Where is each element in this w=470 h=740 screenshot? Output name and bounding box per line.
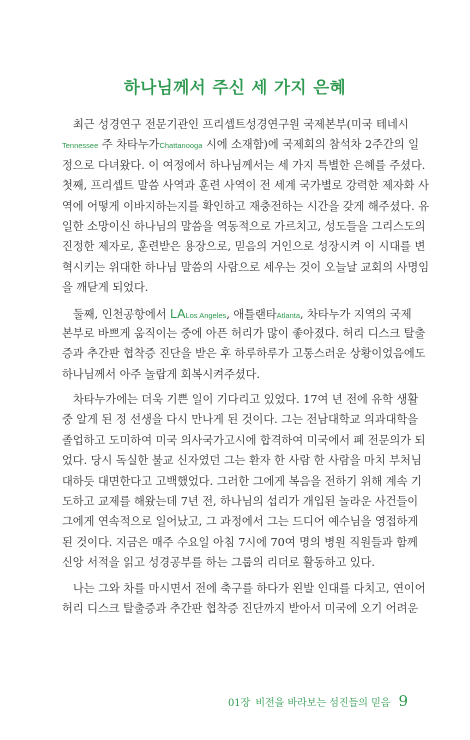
page-number: 9 — [398, 692, 408, 710]
paragraph — [62, 304, 426, 386]
paragraph — [62, 115, 430, 299]
text-line — [62, 512, 419, 532]
footer-chapter-title: 비전을 바라보는 섬진들의 믿음 — [255, 698, 391, 709]
paragraph — [62, 579, 426, 620]
text-run: 나는 그와 차를 마시면서 전에 축구를 하다가 왼발 인대를 다치고, 연이어 — [73, 581, 426, 595]
text-run: 정으로 다녀왔다. 이 여정에서 하나님께서는 세 가지 특별한 은혜를 주셨다. — [62, 158, 426, 172]
text-run: 차타누가에는 더욱 기쁜 일이 기다리고 있었다. 17여 년 전에 유학 생활 — [73, 393, 419, 407]
text-line — [62, 278, 408, 298]
text-run: 시에 소재함)에 국제회의 참석차 2주간의 일 — [202, 138, 419, 152]
text-run: 그에게 연속적으로 일어났고, 그 과정에서 그는 드디어 예수님을 영접하게 — [62, 515, 419, 529]
text-line — [62, 599, 419, 619]
foreign-term: Los Angeles — [185, 310, 227, 320]
text-run: 둘째, 인천공항에서 — [73, 307, 171, 321]
text-line — [62, 237, 426, 257]
text-line — [62, 451, 422, 471]
text-line — [62, 410, 419, 430]
text-run: 증과 추간판 협착증 진단을 받은 후 하루하루가 고통스러운 상황이었음에도 — [62, 347, 426, 361]
text-line — [62, 217, 426, 237]
body-text — [62, 115, 430, 619]
text-run: 신앙 서적을 읽고 성경공부를 하는 그룹의 리더로 활동하고 있다. — [62, 556, 375, 570]
footer-chapter: 01장 — [227, 698, 251, 709]
text-run: 진정한 제자로, 훈련받은 용장으로, 믿음의 거인으로 성장시켜 이 시대를 변 — [62, 240, 426, 254]
text-run: 역에 어떻게 이바지하는지를 확인하고 재충전하는 시간을 갖게 해주셨다. 유 — [62, 199, 430, 213]
paragraph — [62, 390, 426, 574]
text-run: 대하듯 대면한다고 고백했었다. 그러한 그에게 복음을 전하기 위해 계속 기 — [62, 474, 422, 488]
foreign-term: Tennessee — [62, 141, 99, 151]
text-line — [62, 197, 430, 217]
text-line — [62, 304, 412, 324]
text-run: 도하고 교제를 해왔는데 7년 전, 하나님의 섭리가 개입된 놀라운 사건들이 — [62, 495, 419, 509]
text-line — [62, 135, 419, 155]
text-line — [62, 258, 430, 278]
text-run: 었다. 당시 독실한 불교 신자였던 그는 환자 한 사람 한 사람을 마치 부처님 — [62, 454, 422, 468]
text-line — [62, 553, 408, 573]
text-run: 주 차타누가 — [98, 138, 160, 152]
text-run: 된 것이다. 지금은 매주 수요일 아침 7시에 70여 명의 병원 직원들과 함께 — [62, 535, 418, 549]
text-line — [62, 431, 426, 451]
text-line — [62, 579, 426, 599]
text-run: 일한 소망이신 하나님의 말씀을 역동적으로 가르치고, 성도들을 그리스도의 — [62, 219, 426, 233]
text-line — [62, 324, 426, 344]
text-run: 혁시키는 위대한 하나님 말씀의 사람으로 세우는 것이 오늘날 교회의 사명임 — [62, 260, 430, 274]
foreign-term: LA — [170, 306, 186, 321]
text-line — [62, 533, 418, 553]
text-run: 중 알게 된 정 선생을 다시 만나게 된 것이다. 그는 전남대학교 의과대학을 — [62, 413, 419, 427]
page-title: 하나님께서 주신 세 가지 은혜 — [123, 78, 347, 97]
text-line — [62, 344, 426, 364]
text-run: 최근 성경연구 전문기관인 프리셉트성경연구원 국제본부(미국 테네시 — [73, 118, 409, 131]
page-footer — [228, 692, 408, 710]
text-line — [62, 390, 419, 410]
text-run: 하나님께서 아주 놀랍게 회복시켜주셨다. — [62, 367, 260, 381]
text-run: , 차타누가 지역의 국제 — [300, 307, 412, 321]
text-run: 졸업하고 도미하여 미국 의사국가고시에 합격하여 미국에서 폐 전문의가 되 — [62, 433, 426, 447]
text-line — [62, 115, 408, 135]
text-run: 을 깨닫게 되었다. — [62, 281, 149, 295]
text-line — [62, 472, 422, 492]
foreign-term: Atlanta — [276, 310, 301, 320]
text-line — [62, 492, 419, 512]
text-line — [62, 365, 408, 385]
text-run: , 애틀랜타 — [226, 307, 277, 321]
text-line — [62, 176, 429, 196]
text-run: 본부로 바쁘게 움직이는 중에 아픈 허리가 많이 좋아졌다. 허리 디스크 탈출 — [62, 326, 426, 340]
foreign-term: Chattanooga — [159, 141, 203, 151]
text-line — [62, 156, 426, 176]
text-run: 첫째, 프리셉트 말씀 사역과 훈련 사역이 전 세계 국가별로 강력한 제자화 사 — [62, 179, 429, 193]
text-run: 허리 디스크 탈출증과 추간판 협착증 진단까지 받아서 미국에 오기 어려운 — [62, 601, 419, 615]
